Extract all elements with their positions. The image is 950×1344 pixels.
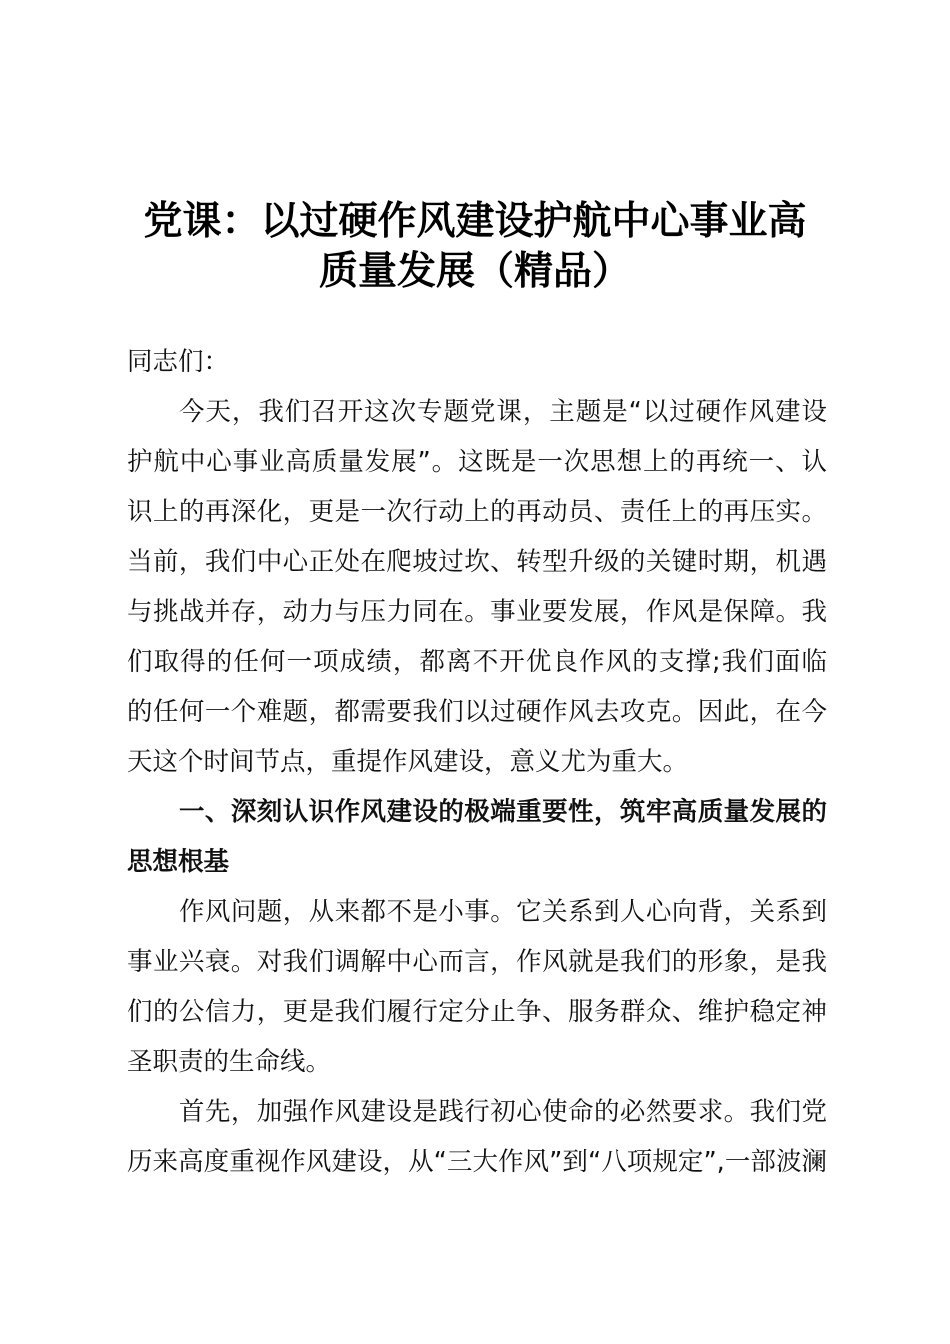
paragraph-1-line: 们取得的任何一项成绩，都离不开优良作风的支撑;我们面临 xyxy=(127,647,827,677)
paragraph-1-line: 天这个时间节点，重提作风建设，意义尤为重大。 xyxy=(127,747,689,777)
salutation: 同志们： xyxy=(127,347,230,377)
paragraph-1-line: 的任何一个难题，都需要我们以过硬作风去攻克。因此，在今 xyxy=(127,697,827,727)
paragraph-1-line: 与挑战并存，动力与压力同在。事业要发展，作风是保障。我 xyxy=(127,597,827,627)
paragraph-2-line: 作风问题，从来都不是小事。它关系到人心向背，关系到 xyxy=(179,897,827,927)
paragraph-2-line: 们的公信力，更是我们履行定分止争、服务群众、维护稳定神 xyxy=(127,997,827,1027)
document-title-line-1: 党课：以过硬作风建设护航中心事业高 xyxy=(143,198,807,244)
paragraph-2-line: 圣职责的生命线。 xyxy=(127,1047,332,1077)
section-heading-1: 思想根基 xyxy=(127,847,230,877)
paragraph-3-line: 历来高度重视作风建设，从“三大作风”到“八项规定”,一部波澜 xyxy=(127,1147,827,1177)
section-heading-1: 一、深刻认识作风建设的极端重要性，筑牢高质量发展的 xyxy=(179,797,827,827)
paragraph-1-line: 今天，我们召开这次专题党课，主题是“以过硬作风建设 xyxy=(179,397,827,427)
paragraph-1-line: 识上的再深化，更是一次行动上的再动员、责任上的再压实。 xyxy=(127,497,827,527)
paragraph-2-line: 事业兴衰。对我们调解中心而言，作风就是我们的形象，是我 xyxy=(127,947,827,977)
paragraph-3-line: 首先，加强作风建设是践行初心使命的必然要求。我们党 xyxy=(179,1097,827,1127)
document-title-line-2: 质量发展（精品） xyxy=(318,248,631,294)
paragraph-1-line: 当前，我们中心正处在爬坡过坎、转型升级的关键时期，机遇 xyxy=(127,547,827,577)
paragraph-1-line: 护航中心事业高质量发展”。这既是一次思想上的再统一、认 xyxy=(127,447,827,477)
